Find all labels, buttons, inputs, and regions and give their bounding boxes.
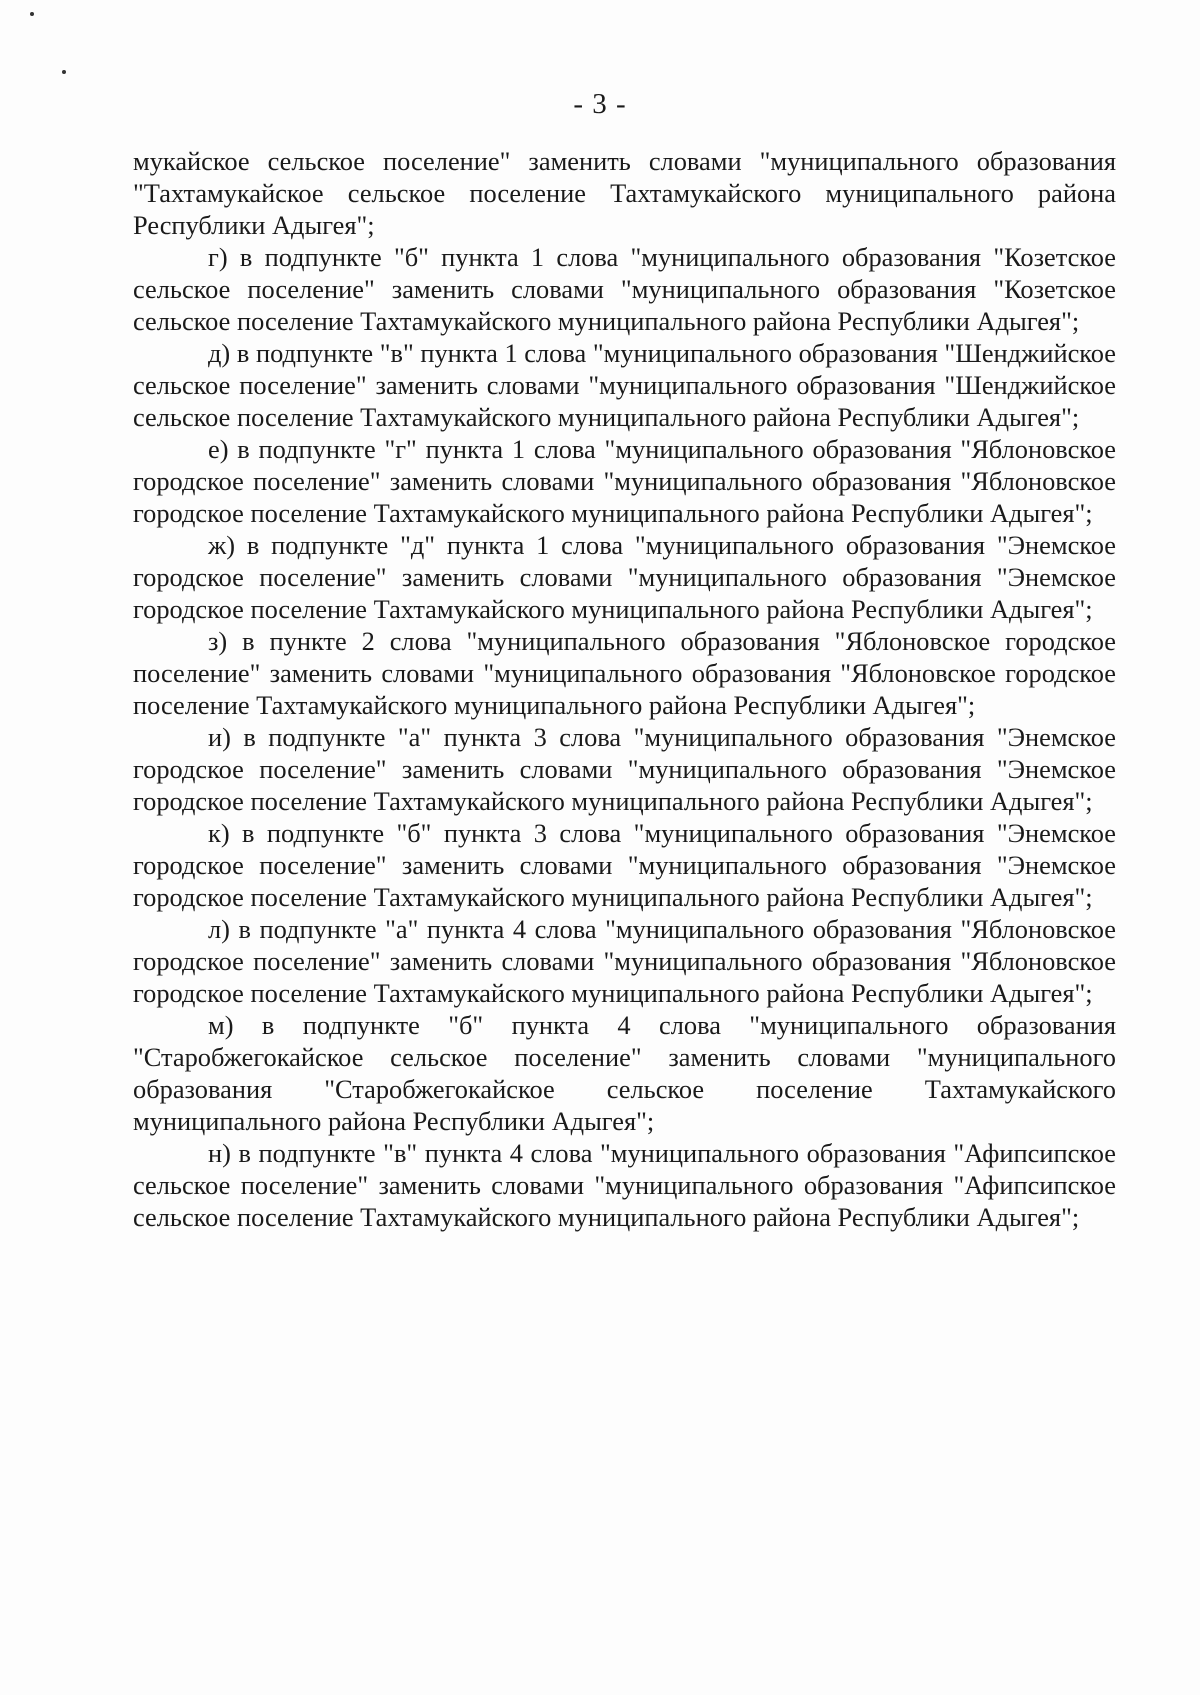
scan-speck xyxy=(62,70,66,74)
paragraph: н) в подпункте "в" пункта 4 слова "муниципального образования "Афипсипское сельское поселение" заменить словами "муниципального образования "Афипсипское сельское поселение Тахтамукайского муниципального района Республики Адыгея"; xyxy=(133,1138,1116,1232)
paragraph: л) в подпункте "а" пункта 4 слова "муниципального образования "Яблоновское городское поселение" заменить словами "муниципального образования "Яблоновское городское поселение Тахтамукайского муниципального района Республики Адыгея"; xyxy=(133,914,1116,1008)
paragraph: е) в подпункте "г" пункта 1 слова "муниципального образования "Яблоновское городское поселение" заменить словами "муниципального образования "Яблоновское городское поселение Тахтамукайского муниципального района Республики Адыгея"; xyxy=(133,434,1116,528)
scan-speck xyxy=(30,12,34,16)
paragraph: м) в подпункте "б" пункта 4 слова "муниципального образования "Старобжегокайское сельское поселение" заменить словами "муниципального образования "Старобжегокайское сельское поселение Тахтамукайского муниципального района Республики Адыгея"; xyxy=(133,1010,1116,1136)
paragraph: д) в подпункте "в" пункта 1 слова "муниципального образования "Шенджийское сельское поселение" заменить словами "муниципального образования "Шенджийское сельское поселение Тахтамукайского муниципального района Республики Адыгея"; xyxy=(133,338,1116,432)
paragraph: з) в пункте 2 слова "муниципального образования "Яблоновское городское поселение" заменить словами "муниципального образования "Яблоновское городское поселение Тахтамукайского муниципального района Республики Адыгея"; xyxy=(133,626,1116,720)
paragraph: мукайское сельское поселение" заменить словами "муниципального образования "Тахтамукайское сельское поселение Тахтамукайского муниципального района Республики Адыгея"; xyxy=(133,146,1116,240)
page-number: - 3 - xyxy=(573,88,627,120)
document-body xyxy=(133,145,1116,1233)
paragraph: и) в подпункте "а" пункта 3 слова "муниципального образования "Энемское городское поселение" заменить словами "муниципального образования "Энемское городское поселение Тахтамукайского муниципального района Республики Адыгея"; xyxy=(133,722,1116,816)
paragraph: к) в подпункте "б" пункта 3 слова "муниципального образования "Энемское городское поселение" заменить словами "муниципального образования "Энемское городское поселение Тахтамукайского муниципального района Республики Адыгея"; xyxy=(133,818,1116,912)
paragraph: ж) в подпункте "д" пункта 1 слова "муниципального образования "Энемское городское поселение" заменить словами "муниципального образования "Энемское городское поселение Тахтамукайского муниципального района Республики Адыгея"; xyxy=(133,530,1116,624)
paragraph: г) в подпункте "б" пункта 1 слова "муниципального образования "Козетское сельское поселение" заменить словами "муниципального образования "Козетское сельское поселение Тахтамукайского муниципального района Республики Адыгея"; xyxy=(133,242,1116,336)
